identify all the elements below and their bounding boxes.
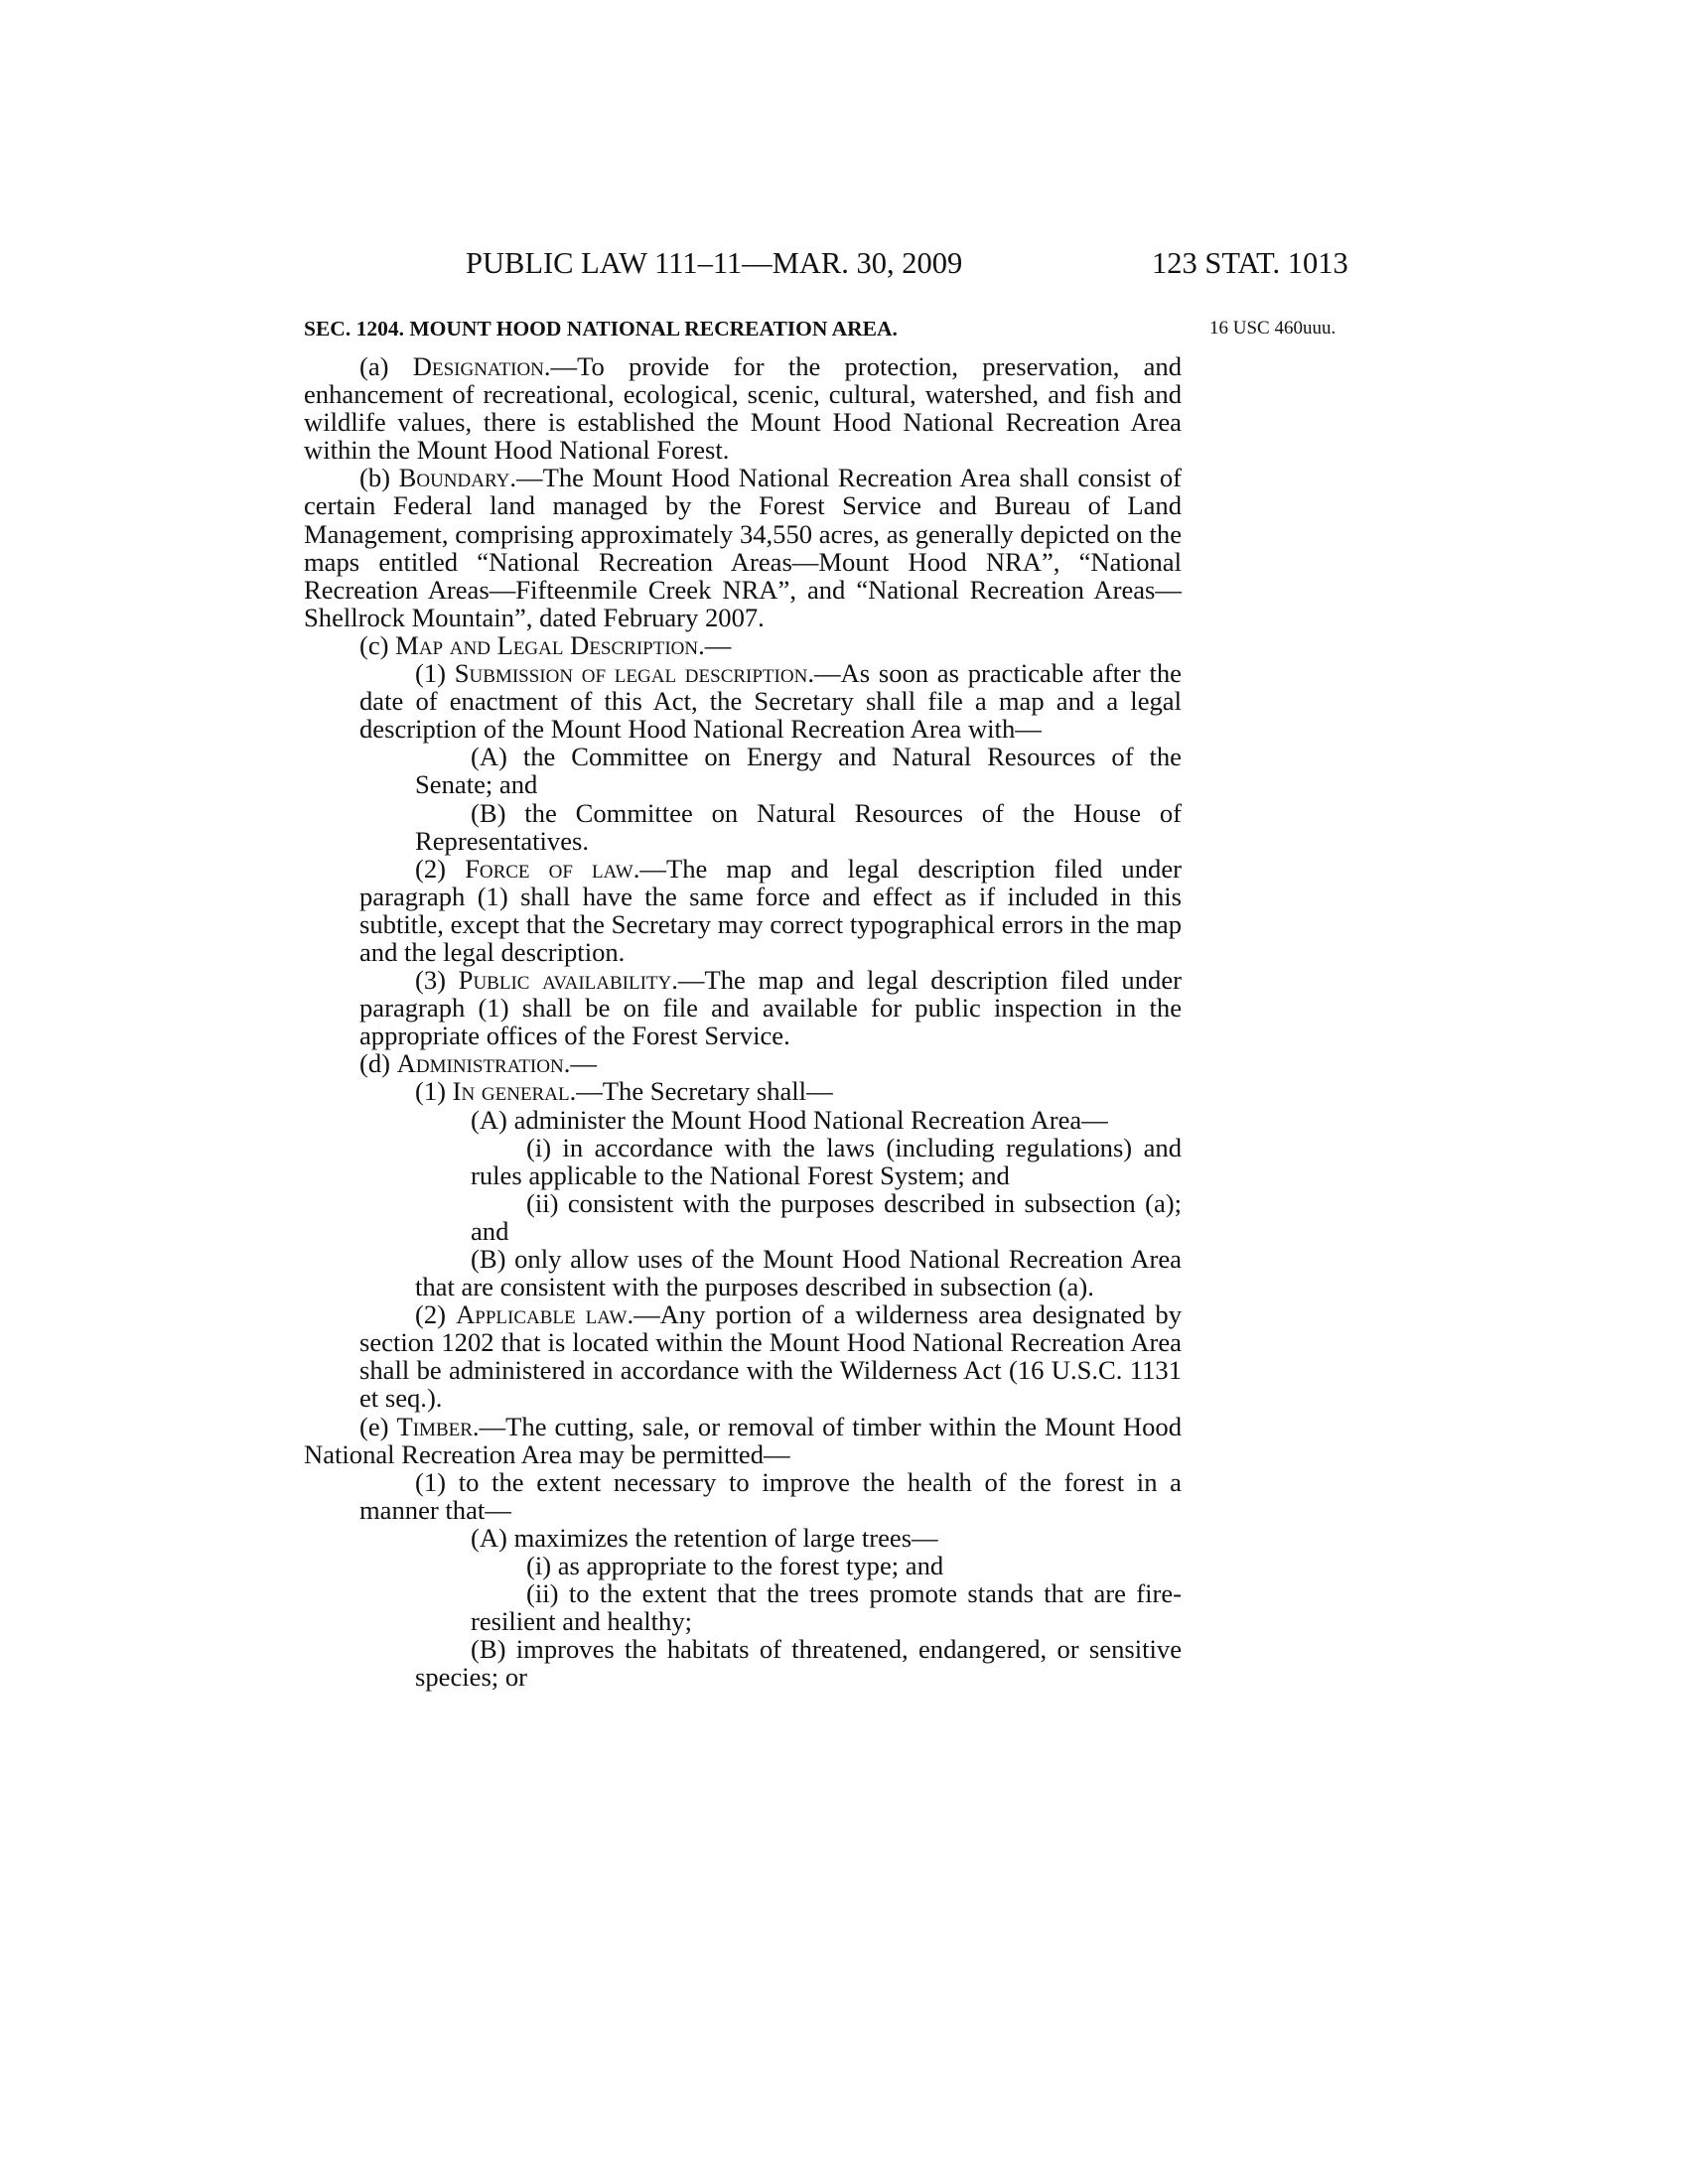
subsection-e-text: .—The cutting, sale, or removal of timber within the Mount Hood National Recreation Area may be permitted— <box>304 1411 1182 1469</box>
subsection-b-caption: Boundary <box>398 463 510 493</box>
paragraph-d1-caption: In general <box>452 1076 570 1107</box>
margin-citation: 16 USC 460uuu. <box>1209 318 1336 339</box>
subsection-d-enum: (d) <box>359 1048 397 1079</box>
paragraph-d1 <box>304 1077 1182 1105</box>
subparagraph-e1B: (B) improves the habitats of threatened, endangered, or sensitive species; or <box>415 1634 1182 1693</box>
clause-e1Aii: (ii) to the extent that the trees promote stands that are fire-resilient and healthy; <box>471 1578 1182 1637</box>
running-head: PUBLIC LAW 111–11—MAR. 30, 2009 <box>466 246 963 280</box>
clause-d1Ai: (i) in accordance with the laws (including regulations) and rules applicable to the National Forest System; and <box>471 1132 1182 1190</box>
subsection-d <box>304 1049 1182 1077</box>
paragraph-d2-text: .—Any portion of a wilderness area designated by section 1202 that is located within the Mount Hood National Recreation Area shall be administered in accordance with the Wilderness Act (16 U.S.C. 1131 et seq.). <box>359 1299 1182 1414</box>
subsection-a-text: .—To provide for the protection, preservation, and enhancement of recreational, ecological, scenic, cultural, watershed, and fish and wildlife values, there is established the Mount Hood National Recreation Area within the Mount Hood National Forest. <box>304 351 1182 466</box>
paragraph-c3-text: .—The map and legal description filed under paragraph (1) shall be on file and available for public inspection in the appropriate offices of the Forest Service. <box>359 965 1182 1051</box>
paragraph-c3 <box>304 966 1182 1049</box>
paragraph-c2 <box>304 855 1182 966</box>
paragraph-d2-enum: (2) <box>415 1299 457 1330</box>
subsection-e-enum: (e) <box>359 1411 397 1441</box>
subsection-b <box>304 464 1182 631</box>
paragraph-e1: (1) to the extent necessary to improve the health of the forest in a manner that— <box>359 1466 1182 1525</box>
subsection-a-enum: (a) <box>359 351 413 381</box>
clause-d1Aii: (ii) consistent with the purposes described in subsection (a); and <box>471 1187 1182 1246</box>
paragraph-c1 <box>304 659 1182 743</box>
paragraph-c3-enum: (3) <box>415 965 459 996</box>
subsection-d-caption: Administration <box>396 1048 564 1079</box>
paragraph-c1-text: .—As soon as practicable after the date of enactment of this Act, the Secretary shall file a map and a legal description of the Mount Hood National Recreation Area with— <box>359 658 1182 745</box>
subsection-a <box>304 352 1182 464</box>
clause-e1Ai: (i) as appropriate to the forest type; and <box>526 1551 944 1581</box>
paragraph-d2 <box>304 1300 1182 1412</box>
subparagraph-e1A: (A) maximizes the retention of large trees— <box>471 1522 938 1553</box>
paragraph-d2-caption: Applicable law <box>456 1299 628 1330</box>
subsection-c-caption: Map and Legal Description <box>395 629 699 660</box>
section-heading: SEC. 1204. MOUNT HOOD NATIONAL RECREATION AREA. <box>304 317 898 341</box>
paragraph-c1-caption: Submission of legal description <box>454 658 808 689</box>
subsection-d-text: .— <box>563 1048 597 1079</box>
subsection-c-enum: (c) <box>359 629 396 660</box>
paragraph-c2-enum: (2) <box>415 853 466 884</box>
subparagraph-c1A: (A) the Committee on Energy and Natural Resources of the Senate; and <box>415 742 1182 800</box>
subsection-a-caption: Designation <box>412 351 544 381</box>
subparagraph-d1B: (B) only allow uses of the Mount Hood National Recreation Area that are consistent with the purposes described in subsection (a). <box>415 1244 1182 1302</box>
subparagraph-d1A: (A) administer the Mount Hood National Recreation Area— <box>471 1104 1108 1135</box>
running-header <box>0 246 1688 286</box>
subsection-e <box>304 1413 1182 1468</box>
subsection-c-text: .— <box>698 629 732 660</box>
paragraph-d1-enum: (1) <box>415 1076 453 1107</box>
subsection-e-caption: Timber <box>396 1411 473 1441</box>
subsection-b-enum: (b) <box>359 463 399 493</box>
paragraph-c2-caption: Force of law <box>465 853 633 884</box>
paragraph-c2-text: .—The map and legal description filed under paragraph (1) shall have the same force and effect as if included in this subtitle, except that the Secretary may correct typographical errors in the map and the legal description. <box>359 853 1182 967</box>
stat-page-number: 123 STAT. 1013 <box>1152 246 1348 280</box>
paragraph-c3-caption: Public availability <box>458 965 672 996</box>
section-body <box>304 352 1182 1692</box>
subparagraph-c1B: (B) the Committee on Natural Resources of the House of Representatives. <box>415 797 1182 856</box>
subsection-c <box>304 631 1182 659</box>
paragraph-d1-text: .—The Secretary shall— <box>569 1076 833 1107</box>
subsection-b-text: .—The Mount Hood National Recreation Area shall consist of certain Federal land managed by the Forest Service and Bureau of Land Management, comprising approximately 34,550 acres, as generally depicted on the maps entitled “National Recreation Areas—Mount Hood NRA”, “National Recreation Areas—Fifteenmile Creek NRA”, and “National Recreation Areas—Shellrock Mountain”, dated February 2007. <box>304 463 1182 632</box>
paragraph-c1-enum: (1) <box>415 658 455 689</box>
